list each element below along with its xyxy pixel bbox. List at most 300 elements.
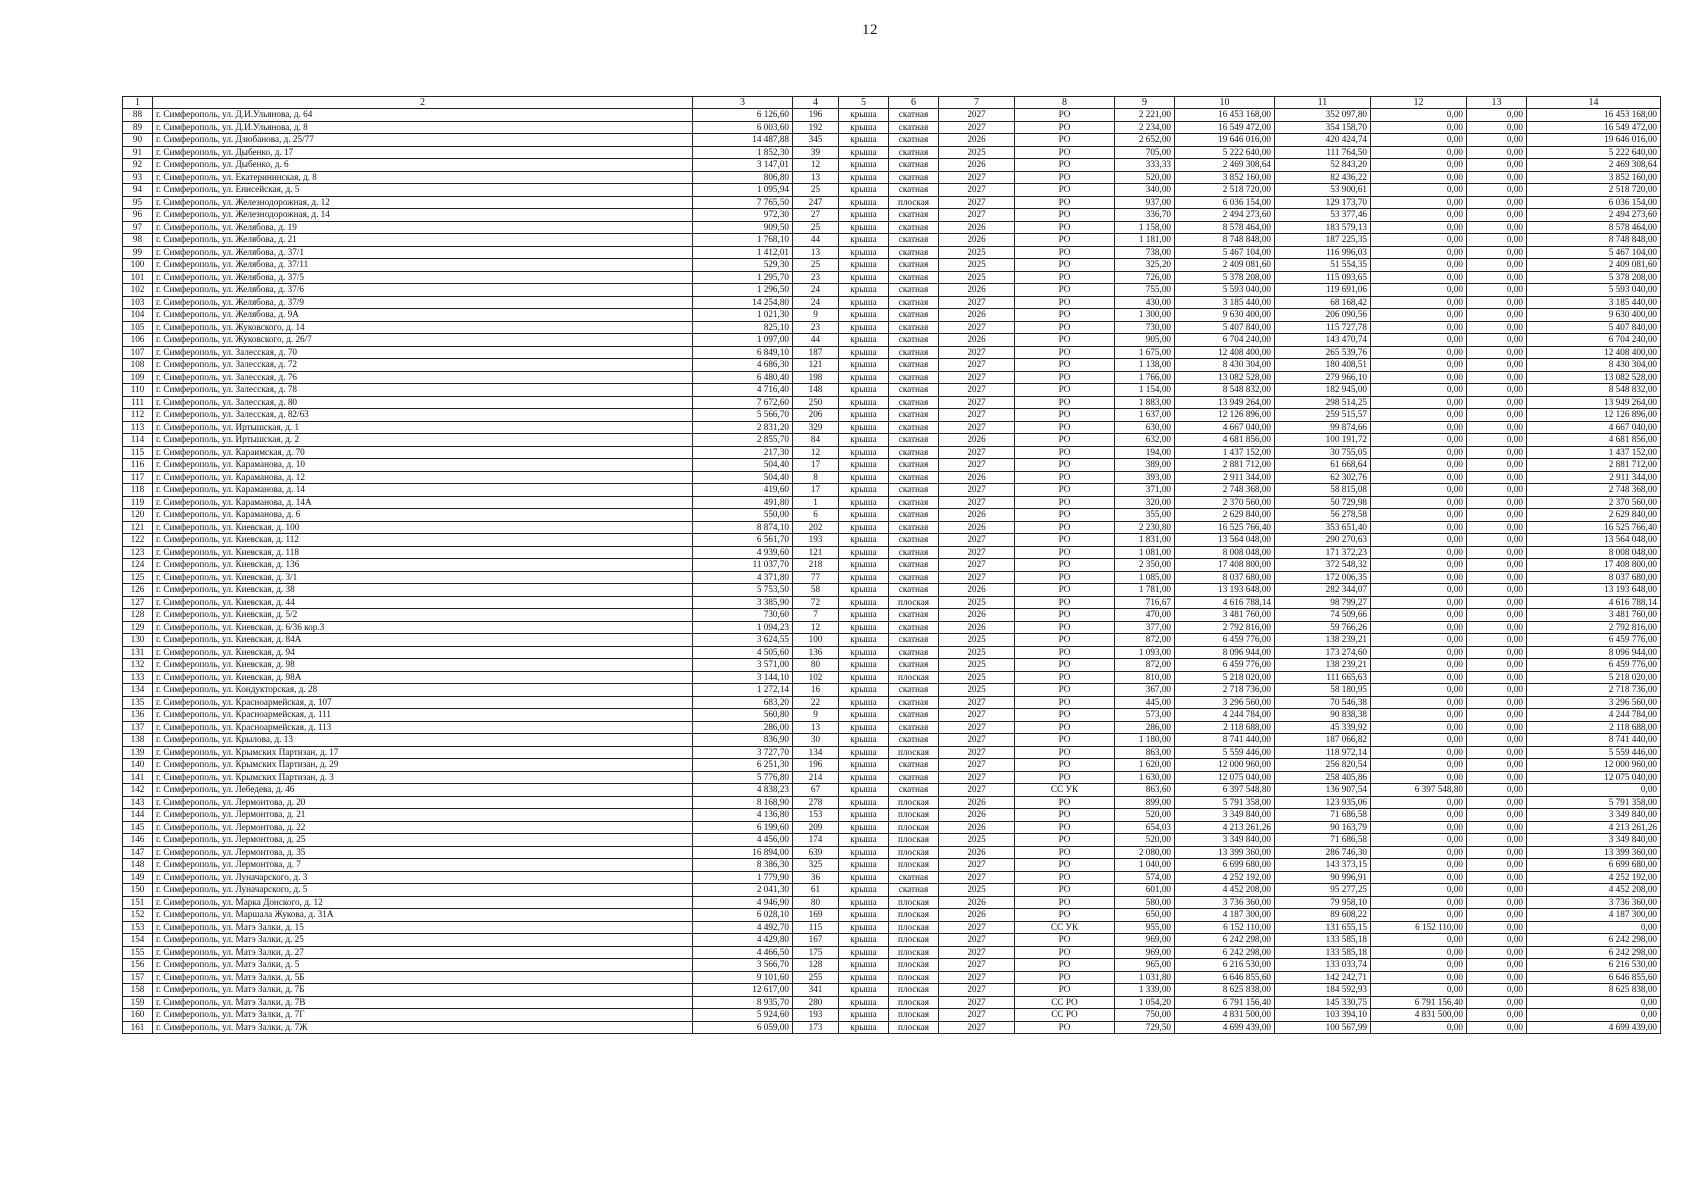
cell-fund-amount: 2 118 688,00	[1527, 721, 1661, 734]
cell-volume: 1 040,00	[1115, 859, 1175, 872]
cell-residents: 173	[793, 1021, 839, 1034]
cell-roof-type: скатная	[889, 571, 939, 584]
cell-address: г. Симферополь, ул. Дыбенко, д. 6	[153, 159, 693, 172]
cell-funding-type: РО	[1015, 384, 1115, 397]
cell-roof-type: скатная	[889, 271, 939, 284]
cell-residents: 25	[793, 259, 839, 272]
cell-roof-type: скатная	[889, 734, 939, 747]
cell-year: 2027	[939, 784, 1015, 797]
cell-other-funds: 0,00	[1467, 321, 1527, 334]
cell-other-funds: 0,00	[1467, 359, 1527, 372]
cell-year: 2027	[939, 121, 1015, 134]
cell-row-number: 158	[123, 984, 153, 997]
table-row	[123, 609, 1661, 622]
cell-row-number: 156	[123, 959, 153, 972]
column-header: 4	[793, 97, 839, 109]
cell-funding-type: РО	[1015, 334, 1115, 347]
cell-roof-type: плоская	[889, 984, 939, 997]
cell-residents: 77	[793, 571, 839, 584]
cell-fund-amount: 6 242 298,00	[1527, 934, 1661, 947]
cell-element: крыша	[839, 909, 889, 922]
cell-year: 2026	[939, 796, 1015, 809]
cell-area: 7 672,60	[693, 396, 793, 409]
cell-fund-amount: 2 409 081,60	[1527, 259, 1661, 272]
cell-residents: 148	[793, 384, 839, 397]
cell-residents: 345	[793, 134, 839, 147]
cell-fund-amount: 13 193 648,00	[1527, 584, 1661, 597]
cell-row-number: 92	[123, 159, 153, 172]
cell-funding-type: РО	[1015, 646, 1115, 659]
table-row	[123, 421, 1661, 434]
cell-funding-type: РО	[1015, 909, 1115, 922]
cell-roof-type: плоская	[889, 996, 939, 1009]
cell-year: 2027	[939, 559, 1015, 572]
cell-roof-type: плоская	[889, 846, 939, 859]
cell-owners-funds: 0,00	[1371, 671, 1467, 684]
cell-area: 12 617,00	[693, 984, 793, 997]
table-row	[123, 396, 1661, 409]
cell-row-number: 133	[123, 671, 153, 684]
cell-year: 2027	[939, 496, 1015, 509]
cell-row-number: 118	[123, 484, 153, 497]
cell-roof-type: плоская	[889, 821, 939, 834]
cell-area: 730,60	[693, 609, 793, 622]
cell-address: г. Симферополь, ул. Караманова, д. 6	[153, 509, 693, 522]
cell-fund-amount: 2 518 720,00	[1527, 184, 1661, 197]
cell-area: 6 199,60	[693, 821, 793, 834]
cell-total-cost: 6 704 240,00	[1175, 334, 1275, 347]
cell-element: крыша	[839, 721, 889, 734]
cell-volume: 445,00	[1115, 696, 1175, 709]
cell-extra-cost: 50 729,98	[1275, 496, 1371, 509]
cell-owners-funds: 0,00	[1371, 346, 1467, 359]
cell-other-funds: 0,00	[1467, 784, 1527, 797]
cell-funding-type: РО	[1015, 671, 1115, 684]
cell-element: крыша	[839, 984, 889, 997]
cell-fund-amount: 3 349 840,00	[1527, 834, 1661, 847]
cell-funding-type: РО	[1015, 284, 1115, 297]
cell-residents: 27	[793, 209, 839, 222]
cell-extra-cost: 119 691,06	[1275, 284, 1371, 297]
cell-total-cost: 5 593 040,00	[1175, 284, 1275, 297]
cell-fund-amount: 6 459 776,00	[1527, 634, 1661, 647]
cell-other-funds: 0,00	[1467, 284, 1527, 297]
cell-residents: 17	[793, 484, 839, 497]
cell-roof-type: плоская	[889, 1021, 939, 1034]
table-row	[123, 234, 1661, 247]
cell-element: крыша	[839, 121, 889, 134]
cell-other-funds: 0,00	[1467, 984, 1527, 997]
cell-element: крыша	[839, 196, 889, 209]
cell-year: 2025	[939, 246, 1015, 259]
cell-element: крыша	[839, 1009, 889, 1022]
cell-extra-cost: 131 655,15	[1275, 921, 1371, 934]
cell-extra-cost: 59 766,26	[1275, 621, 1371, 634]
cell-total-cost: 13 949 264,00	[1175, 396, 1275, 409]
cell-element: крыша	[839, 496, 889, 509]
cell-other-funds: 0,00	[1467, 634, 1527, 647]
table-row	[123, 721, 1661, 734]
cell-other-funds: 0,00	[1467, 996, 1527, 1009]
cell-extra-cost: 45 339,92	[1275, 721, 1371, 734]
cell-fund-amount: 8 008 048,00	[1527, 546, 1661, 559]
cell-volume: 729,50	[1115, 1021, 1175, 1034]
cell-total-cost: 12 075 040,00	[1175, 771, 1275, 784]
cell-area: 6 028,10	[693, 909, 793, 922]
cell-roof-type: скатная	[889, 259, 939, 272]
cell-fund-amount: 2 792 816,00	[1527, 621, 1661, 634]
cell-total-cost: 16 453 168,00	[1175, 109, 1275, 122]
cell-element: крыша	[839, 996, 889, 1009]
cell-other-funds: 0,00	[1467, 821, 1527, 834]
cell-other-funds: 0,00	[1467, 434, 1527, 447]
cell-owners-funds: 0,00	[1371, 384, 1467, 397]
cell-row-number: 114	[123, 434, 153, 447]
cell-total-cost: 13 082 528,00	[1175, 371, 1275, 384]
cell-total-cost: 5 559 446,00	[1175, 746, 1275, 759]
table-row	[123, 896, 1661, 909]
cell-other-funds: 0,00	[1467, 659, 1527, 672]
cell-residents: 128	[793, 959, 839, 972]
cell-volume: 1 339,00	[1115, 984, 1175, 997]
cell-residents: 36	[793, 871, 839, 884]
cell-address: г. Симферополь, ул. Д.И.Ульянова, д. 8	[153, 121, 693, 134]
cell-extra-cost: 354 158,70	[1275, 121, 1371, 134]
cell-element: крыша	[839, 671, 889, 684]
cell-element: крыша	[839, 646, 889, 659]
cell-roof-type: скатная	[889, 696, 939, 709]
cell-owners-funds: 0,00	[1371, 609, 1467, 622]
cell-roof-type: плоская	[889, 196, 939, 209]
table-row	[123, 1009, 1661, 1022]
cell-volume: 389,00	[1115, 459, 1175, 472]
cell-fund-amount: 8 037 680,00	[1527, 571, 1661, 584]
cell-address: г. Симферополь, ул. Желябова, д. 37/5	[153, 271, 693, 284]
cell-residents: 196	[793, 759, 839, 772]
cell-residents: 196	[793, 109, 839, 122]
cell-funding-type: РО	[1015, 771, 1115, 784]
cell-residents: 44	[793, 334, 839, 347]
cell-other-funds: 0,00	[1467, 571, 1527, 584]
cell-row-number: 127	[123, 596, 153, 609]
cell-total-cost: 8 096 944,00	[1175, 646, 1275, 659]
cell-area: 6 561,70	[693, 534, 793, 547]
cell-residents: 17	[793, 459, 839, 472]
cell-funding-type: РО	[1015, 696, 1115, 709]
cell-extra-cost: 282 344,07	[1275, 584, 1371, 597]
cell-volume: 654,03	[1115, 821, 1175, 834]
cell-element: крыша	[839, 159, 889, 172]
table-row	[123, 984, 1661, 997]
cell-total-cost: 6 152 110,00	[1175, 921, 1275, 934]
cell-row-number: 148	[123, 859, 153, 872]
cell-other-funds: 0,00	[1467, 384, 1527, 397]
cell-address: г. Симферополь, ул. Дыбенко, д. 17	[153, 146, 693, 159]
cell-address: г. Симферополь, ул. Дзюбанова, д. 25/77	[153, 134, 693, 147]
cell-fund-amount: 8 748 848,00	[1527, 234, 1661, 247]
cell-total-cost: 8 037 680,00	[1175, 571, 1275, 584]
cell-year: 2027	[939, 746, 1015, 759]
cell-residents: 13	[793, 246, 839, 259]
cell-roof-type: скатная	[889, 584, 939, 597]
cell-element: крыша	[839, 309, 889, 322]
cell-funding-type: РО	[1015, 171, 1115, 184]
cell-roof-type: скатная	[889, 459, 939, 472]
cell-volume: 393,00	[1115, 471, 1175, 484]
cell-row-number: 153	[123, 921, 153, 934]
cell-volume: 1 093,00	[1115, 646, 1175, 659]
cell-address: г. Симферополь, ул. Киевская, д. 6/36 кор.3	[153, 621, 693, 634]
cell-address: г. Симферополь, ул. Караимская, д. 70	[153, 446, 693, 459]
cell-roof-type: скатная	[889, 471, 939, 484]
cell-address: г. Симферополь, ул. Луначарского, д. 3	[153, 871, 693, 884]
cell-residents: 639	[793, 846, 839, 859]
cell-fund-amount: 5 467 104,00	[1527, 246, 1661, 259]
cell-roof-type: скатная	[889, 171, 939, 184]
cell-extra-cost: 184 592,93	[1275, 984, 1371, 997]
cell-year: 2026	[939, 584, 1015, 597]
cell-extra-cost: 103 394,10	[1275, 1009, 1371, 1022]
cell-area: 4 456,00	[693, 834, 793, 847]
table-row	[123, 371, 1661, 384]
cell-address: г. Симферополь, ул. Киевская, д. 98А	[153, 671, 693, 684]
cell-residents: 7	[793, 609, 839, 622]
cell-year: 2026	[939, 221, 1015, 234]
cell-extra-cost: 133 033,74	[1275, 959, 1371, 972]
cell-extra-cost: 98 799,27	[1275, 596, 1371, 609]
cell-residents: 167	[793, 934, 839, 947]
cell-funding-type: РО	[1015, 871, 1115, 884]
cell-year: 2027	[939, 459, 1015, 472]
cell-funding-type: РО	[1015, 459, 1115, 472]
cell-area: 3 571,00	[693, 659, 793, 672]
table-row	[123, 159, 1661, 172]
cell-total-cost: 4 252 192,00	[1175, 871, 1275, 884]
cell-row-number: 102	[123, 284, 153, 297]
cell-funding-type: РО	[1015, 659, 1115, 672]
cell-area: 1 272,14	[693, 684, 793, 697]
cell-element: крыша	[839, 584, 889, 597]
cell-roof-type: плоская	[889, 796, 939, 809]
cell-row-number: 104	[123, 309, 153, 322]
table-row	[123, 209, 1661, 222]
cell-element: крыша	[839, 371, 889, 384]
column-header: 3	[693, 97, 793, 109]
cell-fund-amount: 8 741 440,00	[1527, 734, 1661, 747]
cell-fund-amount: 16 525 766,40	[1527, 521, 1661, 534]
cell-roof-type: скатная	[889, 346, 939, 359]
cell-address: г. Симферополь, ул. Луначарского, д. 5	[153, 884, 693, 897]
cell-roof-type: скатная	[889, 359, 939, 372]
cell-other-funds: 0,00	[1467, 546, 1527, 559]
cell-area: 3 566,70	[693, 959, 793, 972]
cell-roof-type: скатная	[889, 309, 939, 322]
cell-extra-cost: 100 191,72	[1275, 434, 1371, 447]
cell-extra-cost: 298 514,25	[1275, 396, 1371, 409]
cell-year: 2027	[939, 546, 1015, 559]
cell-total-cost: 2 370 560,00	[1175, 496, 1275, 509]
cell-fund-amount: 6 646 855,60	[1527, 971, 1661, 984]
cell-fund-amount: 12 000 960,00	[1527, 759, 1661, 772]
cell-total-cost: 3 296 560,00	[1175, 696, 1275, 709]
cell-address: г. Симферополь, ул. Крымских Партизан, д. 17	[153, 746, 693, 759]
cell-volume: 1 054,20	[1115, 996, 1175, 1009]
cell-address: г. Симферополь, ул. Марка Донского, д. 12	[153, 896, 693, 909]
cell-residents: 24	[793, 284, 839, 297]
cell-extra-cost: 56 278,58	[1275, 509, 1371, 522]
cell-extra-cost: 172 006,35	[1275, 571, 1371, 584]
cell-element: крыша	[839, 571, 889, 584]
cell-fund-amount: 6 036 154,00	[1527, 196, 1661, 209]
table-row	[123, 171, 1661, 184]
cell-owners-funds: 0,00	[1371, 646, 1467, 659]
cell-funding-type: РО	[1015, 496, 1115, 509]
cell-fund-amount: 0,00	[1527, 1009, 1661, 1022]
cell-element: крыша	[839, 971, 889, 984]
cell-total-cost: 5 218 020,00	[1175, 671, 1275, 684]
cell-fund-amount: 5 593 040,00	[1527, 284, 1661, 297]
cell-element: крыша	[839, 434, 889, 447]
cell-fund-amount: 4 616 788,14	[1527, 596, 1661, 609]
cell-extra-cost: 70 546,38	[1275, 696, 1371, 709]
page-number: 12	[862, 22, 878, 38]
cell-owners-funds: 0,00	[1371, 759, 1467, 772]
cell-total-cost: 16 549 472,00	[1175, 121, 1275, 134]
cell-owners-funds: 6 791 156,40	[1371, 996, 1467, 1009]
cell-residents: 134	[793, 746, 839, 759]
cell-extra-cost: 183 579,13	[1275, 221, 1371, 234]
cell-area: 3 385,90	[693, 596, 793, 609]
cell-row-number: 107	[123, 346, 153, 359]
cell-extra-cost: 129 173,70	[1275, 196, 1371, 209]
cell-owners-funds: 0,00	[1371, 984, 1467, 997]
cell-roof-type: скатная	[889, 884, 939, 897]
table-row	[123, 259, 1661, 272]
cell-owners-funds: 0,00	[1371, 746, 1467, 759]
cell-year: 2027	[939, 209, 1015, 222]
cell-fund-amount: 2 629 840,00	[1527, 509, 1661, 522]
cell-total-cost: 8 741 440,00	[1175, 734, 1275, 747]
cell-roof-type: скатная	[889, 446, 939, 459]
cell-element: крыша	[839, 446, 889, 459]
cell-area: 1 768,10	[693, 234, 793, 247]
cell-element: крыша	[839, 946, 889, 959]
cell-residents: 12	[793, 621, 839, 634]
cell-residents: 8	[793, 471, 839, 484]
cell-area: 836,90	[693, 734, 793, 747]
cell-fund-amount: 2 494 273,60	[1527, 209, 1661, 222]
cell-funding-type: РО	[1015, 134, 1115, 147]
cell-roof-type: плоская	[889, 596, 939, 609]
cell-row-number: 132	[123, 659, 153, 672]
cell-area: 4 429,80	[693, 934, 793, 947]
cell-address: г. Симферополь, ул. Лермонтова, д. 20	[153, 796, 693, 809]
column-header: 2	[153, 97, 693, 109]
cell-roof-type: скатная	[889, 371, 939, 384]
cell-row-number: 146	[123, 834, 153, 847]
cell-other-funds: 0,00	[1467, 259, 1527, 272]
cell-total-cost: 5 222 640,00	[1175, 146, 1275, 159]
cell-fund-amount: 3 481 760,00	[1527, 609, 1661, 622]
cell-volume: 377,00	[1115, 621, 1175, 634]
cell-funding-type: РО	[1015, 596, 1115, 609]
cell-residents: 12	[793, 446, 839, 459]
cell-volume: 367,00	[1115, 684, 1175, 697]
cell-residents: 278	[793, 796, 839, 809]
cell-row-number: 90	[123, 134, 153, 147]
cell-volume: 1 300,00	[1115, 309, 1175, 322]
cell-address: г. Симферополь, ул. Д.И.Ульянова, д. 64	[153, 109, 693, 122]
cell-volume: 1 180,00	[1115, 734, 1175, 747]
cell-funding-type: РО	[1015, 896, 1115, 909]
cell-year: 2027	[939, 1021, 1015, 1034]
cell-area: 550,00	[693, 509, 793, 522]
cell-area: 3 624,55	[693, 634, 793, 647]
cell-volume: 632,00	[1115, 434, 1175, 447]
cell-area: 419,60	[693, 484, 793, 497]
cell-area: 286,00	[693, 721, 793, 734]
cell-address: г. Симферополь, ул. Киевская, д. 5/2	[153, 609, 693, 622]
cell-address: г. Симферополь, ул. Железнодорожная, д. 14	[153, 209, 693, 222]
cell-element: крыша	[839, 596, 889, 609]
cell-year: 2027	[939, 709, 1015, 722]
cell-address: г. Симферополь, ул. Залесская, д. 70	[153, 346, 693, 359]
cell-row-number: 112	[123, 409, 153, 422]
cell-owners-funds: 0,00	[1371, 709, 1467, 722]
cell-row-number: 147	[123, 846, 153, 859]
cell-row-number: 160	[123, 1009, 153, 1022]
cell-other-funds: 0,00	[1467, 159, 1527, 172]
cell-other-funds: 0,00	[1467, 971, 1527, 984]
cell-fund-amount: 12 075 040,00	[1527, 771, 1661, 784]
cell-year: 2025	[939, 596, 1015, 609]
cell-total-cost: 2 409 081,60	[1175, 259, 1275, 272]
cell-row-number: 111	[123, 396, 153, 409]
cell-element: крыша	[839, 521, 889, 534]
cell-address: г. Симферополь, ул. Железнодорожная, д. 12	[153, 196, 693, 209]
cell-element: крыша	[839, 284, 889, 297]
cell-other-funds: 0,00	[1467, 896, 1527, 909]
table-row	[123, 546, 1661, 559]
cell-volume: 2 652,00	[1115, 134, 1175, 147]
cell-funding-type: РО	[1015, 884, 1115, 897]
cell-volume: 1 158,00	[1115, 221, 1175, 234]
cell-volume: 969,00	[1115, 946, 1175, 959]
cell-element: крыша	[839, 546, 889, 559]
cell-year: 2027	[939, 871, 1015, 884]
cell-fund-amount: 5 218 020,00	[1527, 671, 1661, 684]
cell-residents: 61	[793, 884, 839, 897]
cell-residents: 214	[793, 771, 839, 784]
cell-extra-cost: 143 470,74	[1275, 334, 1371, 347]
cell-fund-amount: 4 452 208,00	[1527, 884, 1661, 897]
cell-funding-type: РО	[1015, 846, 1115, 859]
cell-residents: 58	[793, 584, 839, 597]
cell-roof-type: скатная	[889, 634, 939, 647]
table-body	[123, 109, 1661, 1034]
cell-residents: 202	[793, 521, 839, 534]
cell-residents: 153	[793, 809, 839, 822]
cell-volume: 2 080,00	[1115, 846, 1175, 859]
cell-address: г. Симферополь, ул. Кондукторская, д. 28	[153, 684, 693, 697]
table-row	[123, 534, 1661, 547]
cell-row-number: 143	[123, 796, 153, 809]
cell-funding-type: РО	[1015, 571, 1115, 584]
cell-year: 2025	[939, 834, 1015, 847]
cell-address: г. Симферополь, ул. Киевская, д. 136	[153, 559, 693, 572]
cell-total-cost: 9 630 400,00	[1175, 309, 1275, 322]
cell-row-number: 126	[123, 584, 153, 597]
